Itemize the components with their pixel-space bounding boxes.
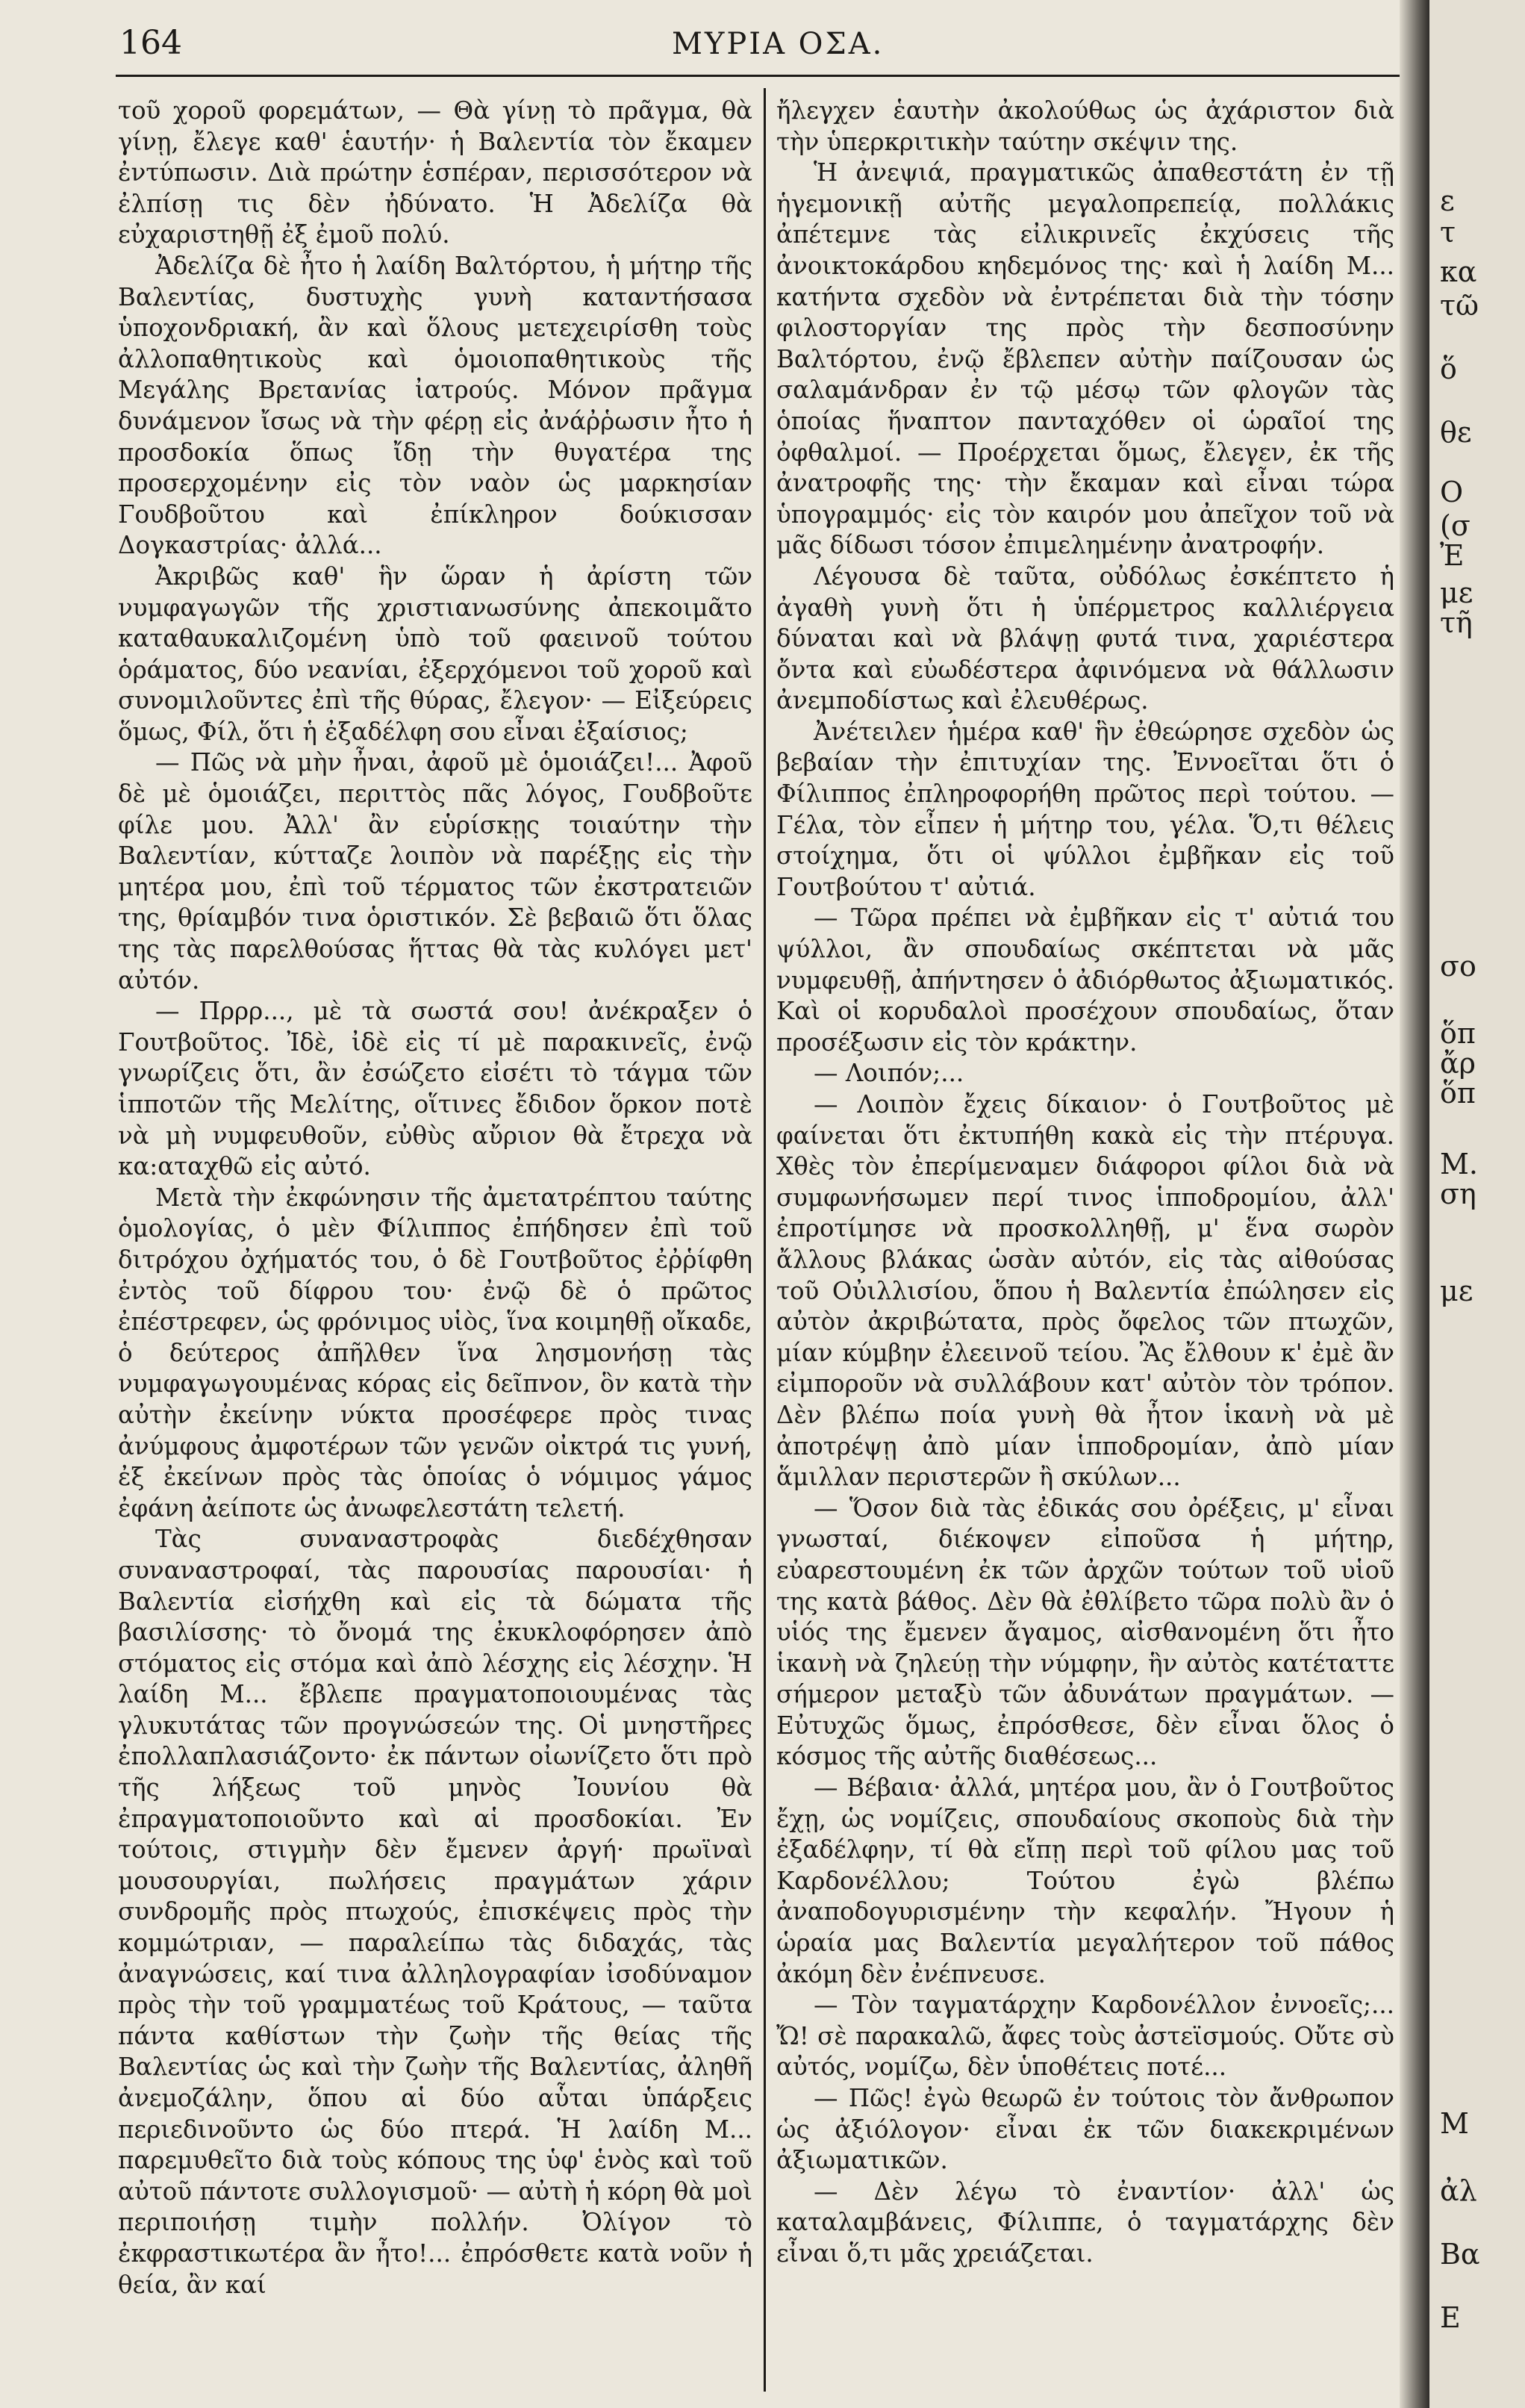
paragraph: Ἡ ἀνεψιά, πραγματικῶς ἀπαθεστάτη ἐν τῇ ἡγεμονικῇ αὐτῆς μεγαλοπρεπείᾳ, πολλάκις ἀπέτεμνε τὰς εἰλικρινεῖς ἐκχύσεις τῆς ἀνοικτοκάρδου κηδεμόνος της· καὶ ἡ λαίδη Μ... κατήντα σχεδὸν νὰ ἐντρέπεται διὰ τὴν τόσην φιλοστοργίαν της πρὸς τὴν δεσποσύνην Βαλτόρτου, ἐνῷ ἔβλεπεν αὐτὴν παίζουσαν ὡς σαλαμάνδραν ἐν τῷ μέσῳ τῶν φλογῶν τὰς ὁποίας ἥναπτον πανταχόθεν οἱ ὡραῖοί της ὀφθαλμοί. — Προέρχεται ὅμως, ἔλεγεν, ἐκ τῆς ἀνατροφῆς της· τὴν ἔκαμαν καὶ εἶναι τώρα ὑπογραμμός· εἰς τὸν καιρόν μου ἀπεῖχον τοῦ νὰ μᾶς δίδωσι τόσον ἐπιμελημένην ἀνατροφήν. — [776, 158, 1394, 560]
adjacent-page-fragment: κα — [1440, 255, 1477, 288]
adjacent-page-fragment: Ε — [1440, 2301, 1461, 2334]
paragraph: — Ὅσον διὰ τὰς ἐδικάς σου ὀρέξεις, μ' εἶναι γνωσταί, διέκοψεν εἰποῦσα ἡ μήτηρ, εὐαρεστουμένη ἐκ τῶν ἀρχῶν τούτων τοῦ υἱοῦ της κατὰ βάθος. Δὲν θὰ ἐθλίβετο τῶρα πολὺ ἂν ὁ υἱός της ἔμενεν ἄγαμος, αἰσθανομένη ὅτι ἦτο ἱκανὴ νὰ ζηλεύῃ τὴν νύμφην, ἣν αὐτὸς κατέταττε σήμερον μεταξὺ τῶν ἀδυνάτων πραγμάτων. — Εὐτυχῶς ὅμως, ἐπρόσθεσε, δὲν εἶναι ὅλος ὁ κόσμος τῆς αὐτῆς διαθέσεως... — [776, 1493, 1394, 1771]
paragraph: — Λοιπὸν ἔχεις δίκαιον· ὁ Γουτβοῦτος μὲ φαίνεται ὅτι ἐκτυπήθη κακὰ εἰς τὴν πτέρυγα. Χθὲς τὸν ἐπερίμεναμεν διάφοροι φίλοι διὰ νὰ συμφωνήσωμεν περί τινος ἱπποδρομίου, ἀλλ' ἐπροτίμησε νὰ προσκολληθῇ, μ' ἕνα σωρὸν ἄλλους βλάκας ὡσὰν αὐτόν, εἰς τὰς αἰθούσας τοῦ Οὐιλλισίου, ὅπου ἡ Βαλεντία ἐπώλησεν εἰς αὐτὸν ἀκριβώτατα, πρὸς ὄφελος τῶν πτωχῶν, μίαν κύμβην ἐλεεινοῦ τείου. Ἂς ἔλθουν κ' ἐμὲ ἂν εἰμποροῦν νὰ συλλάβουν κατ' αὐτὸν τὸν τρόπον. Δὲν βλέπω ποία γυνὴ θὰ ἦτον ἱκανὴ νὰ μὲ ἀποτρέψῃ ἀπὸ μίαν ἱπποδρομίαν, ἀπὸ μίαν ἅμιλλαν περιστερῶν ἢ σκύλων... — [776, 1090, 1394, 1492]
paragraph: τοῦ χοροῦ φορεμάτων, — Θὰ γίνῃ τὸ πρᾶγμα, θὰ γίνῃ, ἔλεγε καθ' ἑαυτήν· ἡ Βαλεντία τὸν ἔκαμεν ἐντύπωσιν. Διὰ πρώτην ἑσπέραν, περισσότερον νὰ ἐλπίσῃ τις δὲν ἠδύνατο. Ἡ Ἀδελίζα θὰ εὐχαριστηθῇ ἐξ ἐμοῦ πολύ. — [118, 96, 752, 249]
paragraph: Τὰς συναναστροφὰς διεδέχθησαν συναναστροφαί, τὰς παρουσίας παρουσίαι· ἡ Βαλεντία εἰσήχθη καὶ εἰς τὰ δώματα τῆς βασιλίσσης· τὸ ὄνομά της ἐκυκλοφόρησεν ἀπὸ στόματος εἰς στόμα καὶ ἀπὸ λέσχης εἰς λέσχην. Ἡ λαίδη Μ... ἔβλεπε πραγματοποιουμένας τὰς γλυκυτάτας τῶν προγνώσεών της. Οἱ μνηστῆρες ἐπολλαπλασιάζοντο· ἐκ πάντων οἰωνίζετο ὅτι πρὸ τῆς λήξεως τοῦ μηνὸς Ἰουνίου θὰ ἐπραγματοποιοῦντο καὶ αἱ προσδοκίαι. Ἐν τούτοις, στιγμὴν δὲν ἔμενεν ἀργή· πρωϊναὶ μουσουργίαι, πωλήσεις πραγμάτων χάριν συνδρομῆς πρὸς πτωχούς, ἐπισκέψεις πρὸς τὴν κομμώτριαν, — παραλείπω τὰς διδαχάς, τὰς ἀναγνώσεις, καί τινα ἀλληλογραφίαν ἰσοδύναμον πρὸς τὴν τοῦ γραμματέως τοῦ Κράτους, — ταῦτα πάντα καθίστων τὴν ζωὴν τῆς θείας τῆς Βαλεντίας ὡς καὶ τὴν ζωὴν τῆς Βαλεντίας, ἀληθῆ ἀνεμοζάλην, ὅπου αἱ δύο αὗται ὑπάρξεις περιεδινοῦντο ὡς δύο πτερά. Ἡ λαίδη Μ... παρεμυθεῖτο διὰ τοὺς κόπους της ὑφ' ἑνὸς καὶ τοῦ αὐτοῦ πάντοτε συλλογισμοῦ· — αὐτὴ ἡ κόρη θὰ μοὶ περιποιήσῃ τιμὴν πολλήν. Ὀλίγον τὸ ἐκφραστικωτέρα ἂν ἦτο!... ἐπρόσθετε κατὰ νοῦν ἡ θεία, ἂν καί — [118, 1525, 752, 2299]
right-column — [776, 96, 1394, 2395]
adjacent-page-fragment: τῆ — [1440, 606, 1473, 639]
running-title: ΜΥΡΙΑ ΟΣΑ. — [672, 27, 885, 61]
paragraph: — Τὸν ταγματάρχην Καρδονέλλον ἐννοεῖς;... Ὤ! σὲ παρακαλῶ, ἄφες τοὺς ἀστεϊσμούς. Οὔτε σὺ αὐτός, νομίζω, δὲν ὑποθέτεις ποτέ... — [776, 1991, 1394, 2082]
adjacent-page-fragment: ση — [1440, 1177, 1476, 1210]
adjacent-page-fragment: ὅπ — [1440, 1077, 1476, 1110]
adjacent-page-fragment: θε — [1440, 416, 1472, 449]
page-number: 164 — [119, 24, 182, 62]
adjacent-page-fragment: ὅ — [1440, 352, 1457, 385]
paragraph: ἤλεγχεν ἑαυτὴν ἀκολούθως ὡς ἀχάριστον διὰ τὴν ὑπερκριτικὴν ταύτην σκέψιν της. — [776, 96, 1394, 156]
adjacent-page-fragment: ε — [1440, 184, 1455, 217]
column-divider — [764, 88, 766, 2392]
adjacent-page-fragment: τῶ — [1440, 289, 1479, 322]
adjacent-page-fragment: Μ. — [1440, 1148, 1478, 1180]
book-gutter-shadow — [1400, 0, 1429, 2408]
adjacent-page-fragment: (σ — [1440, 509, 1471, 542]
paragraph: Ἀκριβῶς καθ' ἣν ὥραν ἡ ἀρίστη τῶν νυμφαγωγῶν τῆς χριστιανωσύνης ἀπεκοιμᾶτο καταθαυκαλιζομένη ὑπὸ τοῦ φαεινοῦ τούτου ὁράματος, δύο νεανίαι, ἐξερχόμενοι τοῦ χοροῦ καὶ συνομιλοῦντες ἐπὶ τῆς θύρας, ἔλεγον· — Εἰξεύρεις ὅμως, Φίλ, ὅτι ἡ ἐξαδέλφη σου εἶναι ἐξαίσιος; — [118, 561, 752, 746]
paragraph: Ἀνέτειλεν ἡμέρα καθ' ἣν ἐθεώρησε σχεδὸν ὡς βεβαίαν τὴν ἐπιτυχίαν της. Ἐννοεῖται ὅτι ὁ Φίλιππος ἐπληροφορήθη πρῶτος περὶ τούτου. — Γέλα, τὸν εἶπεν ἡ μήτηρ του, γέλα. Ὅ,τι θέλεις στοίχημα, ὅτι οἱ ψύλλοι ἐμβῆκαν εἰς τοῦ Γουτβούτου τ' αὐτιά. — [776, 717, 1394, 901]
adjacent-page-fragment: ὅπ — [1440, 1017, 1476, 1050]
adjacent-page-fragment: Βα — [1440, 2238, 1480, 2271]
paragraph: — Τῶρα πρέπει νὰ ἐμβῆκαν εἰς τ' αὐτιά του ψύλλοι, ἂν σπουδαίως σκέπτεται νὰ μᾶς νυμφευθῇ, ἀπήντησεν ὁ ἀδιόρθωτος ἀξιωματικός. Καὶ οἱ κορυδαλοὶ προσέχουν σπουδαίως, ὅταν προσέξωσιν εἰς τὸν κράκτην. — [776, 903, 1394, 1057]
paragraph: — Πρρρ..., μὲ τὰ σωστά σου! ἀνέκραξεν ὁ Γουτβοῦτος. Ἰδὲ, ἰδὲ εἰς τί μὲ παρακινεῖς, ἐνῷ γνωρίζεις ὅτι, ἂν ἐσώζετο εἰσέτι τὸ τάγμα τῶν ἱπποτῶν τῆς Μελίτης, οἵτινες ἔδιδον ὅρκον ποτὲ νὰ μὴ νυμφευθοῦν, εὐθὺς αὔριον θὰ ἔτρεχα νὰ κα:αταχθῶ εἰς αὐτό. — [118, 997, 752, 1181]
paragraph: — Λοιπόν;... — [814, 1059, 964, 1088]
paragraph: — Πῶς νὰ μὴν ἦναι, ἀφοῦ μὲ ὁμοιάζει!... Ἀφοῦ δὲ μὲ ὁμοιάζει, περιττὸς πᾶς λόγος, Γουδβοῦτε φίλε μου. Ἀλλ' ἂν εὑρίσκῃς τοιαύτην τὴν Βαλεντίαν, κύτταζε λοιπὸν νὰ παρέξῃς εἰς τὴν μητέρα μου, ἐπὶ τοῦ τέρματος τῶν ἐκστρατειῶν της, θρίαμβόν τινα ὁριστικόν. Σὲ βεβαιῶ ὅτι ὅλας της τὰς παρελθούσας ἥττας θὰ τὰς κυλόγει μετ' αὐτόν. — [118, 748, 752, 995]
adjacent-page-fragment: ἀλ — [1440, 2174, 1477, 2207]
paragraph: Ἀδελίζα δὲ ἦτο ἡ λαίδη Βαλτόρτου, ἡ μήτηρ τῆς Βαλεντίας, δυστυχὴς γυνὴ καταντήσασα ὑποχονδριακή, ἂν καὶ ὅλους μετεχειρίσθη τοὺς ἀλλοπαθητικοὺς καὶ ὁμοιοπαθητικοὺς τῆς Μεγάλης Βρετανίας ἰατρούς. Μόνον πρᾶγμα δυνάμενον ἴσως νὰ τὴν φέρῃ εἰς ἀνάῤῥωσιν ἦτο ἡ προσδοκία ὅπως ἴδῃ τὴν θυγατέρα της προσερχομένην εἰς τὸν ναὸν ὡς μαρκησίαν Γουδβοῦτου καὶ ἐπίκληρον δούκισσαν Δογκαστρίας· ἀλλά... — [118, 251, 752, 560]
paragraph: Λέγουσα δὲ ταῦτα, οὐδόλως ἐσκέπτετο ἡ ἀγαθὴ γυνὴ ὅτι ἡ ὑπέρμετρος καλλιέργεια δύναται καὶ νὰ βλάψῃ φυτά τινα, χαριέστερα ὄντα καὶ εὐωδέστερα ἀφινόμενα νὰ θάλλωσιν ἀνεμποδίστως καὶ ἐλευθέρως. — [776, 561, 1394, 715]
adjacent-page-fragment: τ — [1440, 216, 1456, 249]
header-rule — [116, 75, 1400, 77]
paragraph: — Βέβαια· ἀλλά, μητέρα μου, ἂν ὁ Γουτβοῦτος ἔχῃ, ὡς νομίζεις, σπουδαίους σκοποὺς διὰ τὴν ἐξαδέλφην, τί θὰ εἴπῃ περὶ τοῦ φίλου μας τοῦ Καρδονέλλου; Τούτου ἐγὼ βλέπω ἀναποδογυρισμένην τὴν κεφαλήν. Ἤγουν ἡ ὡραία μας Βαλεντία μεγαλήτερον τοῦ πάθος ἀκόμη δὲν ἐνέπνευσε. — [776, 1773, 1394, 1988]
adjacent-page-edge — [1429, 0, 1525, 2408]
adjacent-page-fragment: ἄρ — [1440, 1047, 1476, 1080]
left-column — [118, 96, 752, 2395]
adjacent-page-fragment: Ο — [1440, 476, 1464, 508]
adjacent-page-fragment: με — [1440, 1275, 1473, 1307]
paragraph: — Πῶς! ἐγὼ θεωρῶ ἐν τούτοις τὸν ἄνθρωπον ὡς ἀξιόλογον· εἶναι ἐκ τῶν διακεκριμένων ἀξιωματικῶν. — [776, 2084, 1394, 2175]
page-header — [0, 0, 1411, 67]
adjacent-page-fragment: Ἐ — [1440, 539, 1465, 572]
paragraph: Μετὰ τὴν ἐκφώνησιν τῆς ἀμετατρέπτου ταύτης ὁμολογίας, ὁ μὲν Φίλιππος ἐπήδησεν ἐπὶ τοῦ διτρόχου ὀχήματός του, ὁ δὲ Γουτβοῦτος ἐῤῥίφθη ἐντὸς τοῦ δίφρου του· ἐνῷ δὲ ὁ πρῶτος ἐπέστρεφεν, ὡς φρόνιμος υἱὸς, ἵνα κοιμηθῇ οἴκαδε, ὁ δεύτερος ἀπῆλθεν ἵνα λησμονήσῃ τὰς νυμφαγωγουμένας κόρας εἰς δεῖπνον, ὃν κατὰ τὴν αὐτὴν ἐκείνην νύκτα προσέφερε πρὸς τινας ἀνύμφους ἀμφοτέρων τῶν γενῶν οἰκτρά τις γυνή, ἐξ ἐκείνων πρὸς τὰς ὁποίας ὁ νόμιμος γάμος ἐφάνη ἀείποτε ὡς ἀνωφελεστάτη τελετή. — [118, 1183, 752, 1522]
adjacent-page-fragment: σο — [1440, 950, 1476, 983]
adjacent-page-fragment: με — [1440, 576, 1473, 609]
adjacent-page-fragment: Μ — [1440, 2107, 1469, 2140]
paragraph: — Δὲν λέγω τὸ ἐναντίον· ἀλλ' ὡς καταλαμβάνεις, Φίλιππε, ὁ ταγματάρχης δὲν εἶναι ὅ,τι μᾶς χρειάζεται. — [776, 2177, 1394, 2268]
